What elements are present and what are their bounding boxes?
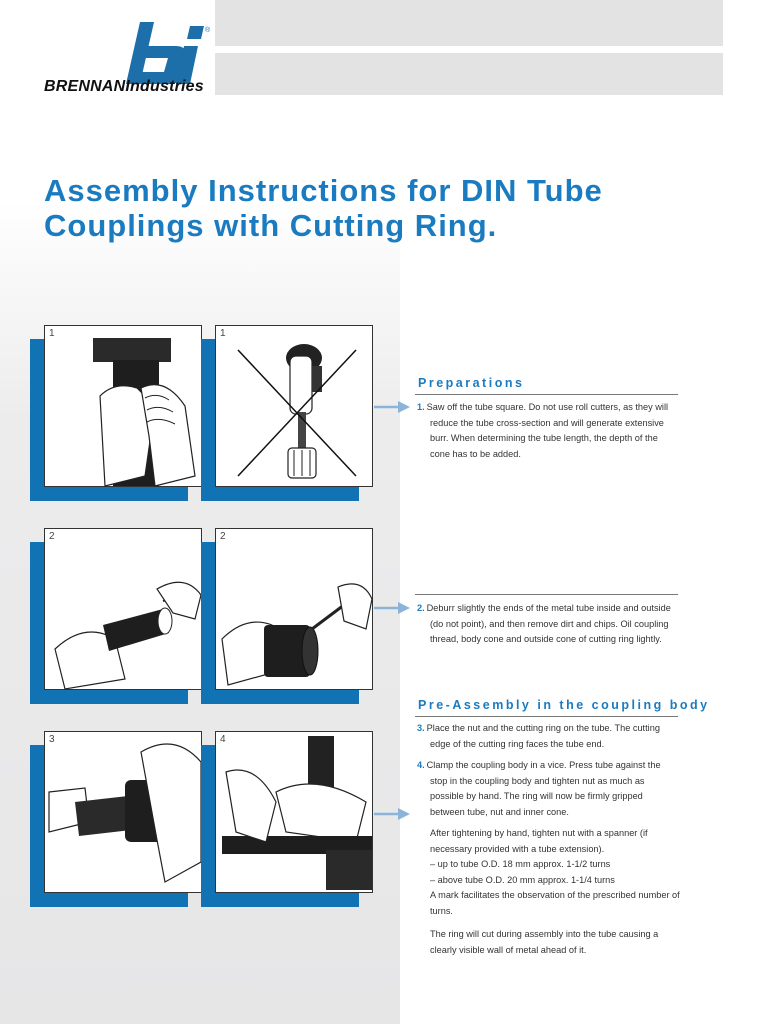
brand-name xyxy=(44,78,204,96)
step-number: 3. xyxy=(417,723,425,733)
brand-name-b: Industries xyxy=(125,78,204,95)
crossed-out-roll-cutter-illustration-icon xyxy=(216,326,374,488)
arrow-right-icon xyxy=(374,807,410,821)
step-number: 1. xyxy=(417,402,425,412)
tube-saw-illustration-icon xyxy=(45,326,203,488)
section-divider xyxy=(415,594,678,595)
header-band-top xyxy=(215,0,723,46)
brennan-logo-icon xyxy=(118,22,214,86)
mark-note: A mark facilitates the observation of the prescribed number of turns. xyxy=(430,890,680,916)
step-number: 4. xyxy=(417,760,425,770)
step-2-text xyxy=(417,601,679,648)
step-number: 2. xyxy=(417,603,425,613)
section-heading-pre-assembly: Pre-Assembly in the coupling body xyxy=(418,698,710,712)
step-text: Saw off the tube square. Do not use roll cutters, as they will reduce the tube cross-section and will generate extensive burr. When determining the tube length, the depth of the cone has to be added. xyxy=(426,402,669,459)
step-1-text xyxy=(417,400,679,462)
deburring-illustration-icon xyxy=(45,529,203,691)
section-heading-preparations: Preparations xyxy=(418,376,525,390)
turns-item-2: – above tube O.D. 20 mm approx. 1-1/4 turns xyxy=(430,874,615,885)
after-intro: After tightening by hand, tighten nut with a spanner (if necessary provided with a tube extension). xyxy=(430,828,648,854)
step-text: Deburr slightly the ends of the metal tube inside and outside (do not point), and then remove dirt and chips. Oil coupling thread, body cone and outside cone of cutting ring lightly. xyxy=(426,603,671,644)
section-divider xyxy=(415,716,678,717)
brand-name-a: BRENNAN xyxy=(44,78,126,95)
panel-number: 2 xyxy=(49,531,55,542)
cutting-note: The ring will cut during assembly into the tube causing a clearly visible wall of metal ahead of it. xyxy=(430,929,659,955)
nut-and-ring-on-tube-illustration-icon xyxy=(45,732,203,894)
panel-number: 1 xyxy=(49,328,55,339)
step-4-text xyxy=(417,758,679,820)
after-tightening-text xyxy=(430,826,680,919)
page-title-line1: Assembly Instructions for DIN Tube xyxy=(44,173,603,208)
page-title xyxy=(44,173,664,243)
header-band-bottom xyxy=(215,53,723,95)
oiling-illustration-icon xyxy=(216,529,374,691)
step-text: Place the nut and the cutting ring on the tube. The cutting edge of the cutting ring faces the tube end. xyxy=(426,723,660,749)
vice-tightening-illustration-icon xyxy=(216,732,374,894)
arrow-right-icon xyxy=(374,400,410,414)
arrow-right-icon xyxy=(374,601,410,615)
section-divider xyxy=(415,394,678,395)
panel-number: 3 xyxy=(49,734,55,745)
panel-number: 1 xyxy=(220,328,226,339)
panel-number: 4 xyxy=(220,734,226,745)
turns-item-1: – up to tube O.D. 18 mm approx. 1-1/2 turns xyxy=(430,859,611,869)
panel-number: 2 xyxy=(220,531,226,542)
step-text: Clamp the coupling body in a vice. Press tube against the stop in the coupling body and tighten nut as much as possible by hand. The ring will now be firmly gripped between tube, nut and inner cone. xyxy=(426,760,661,817)
step-3-text xyxy=(417,721,679,752)
page-title-line2: Couplings with Cutting Ring. xyxy=(44,208,498,243)
registered-mark: ® xyxy=(205,27,211,34)
